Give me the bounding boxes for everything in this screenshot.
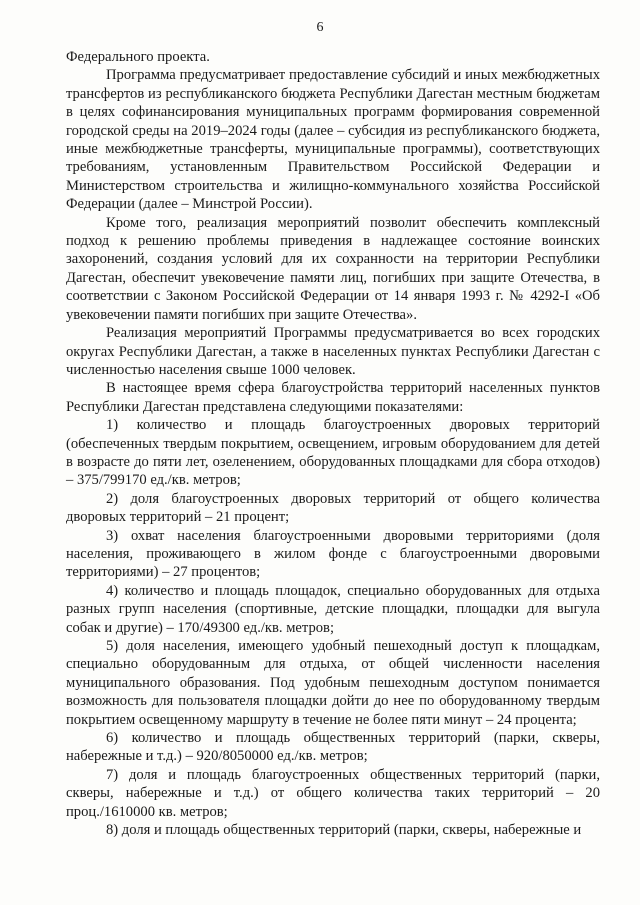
paragraph: Кроме того, реализация мероприятий позволит обеспечить комплексный подход к решению проблемы приведения в надлежащее состояние воинских захоронений, создания условий для их сохранности на территории Республики Дагестан, обеспечит увековечение памяти лиц, погибших при защите Отечества, в соответствии с Законом Российской Федерации от 14 января 1993 г. № 4292-I «Об увековечении памяти погибших при защите Отечества».	[66, 214, 600, 323]
list-item: 6) количество и площадь общественных территорий (парки, скверы, набережные и т.д.) – 920/8050000 ед./кв. метров;	[66, 730, 600, 765]
list-item: 7) доля и площадь благоустроенных общественных территорий (парки, скверы, набережные и т.д.) от общего количества таких территорий – 20 проц./1610000 кв. метров;	[66, 766, 600, 820]
paragraph: В настоящее время сфера благоустройства территорий населенных пунктов Республики Дагестан представлена следующими показателями:	[66, 380, 600, 415]
paragraph: Федерального проекта.	[66, 49, 210, 65]
paragraph: Реализация мероприятий Программы предусматривается во всех городских округах Республики Дагестан, а также в населенных пунктах Республики Дагестан с численностью населения свыше 1000 человек.	[66, 325, 600, 378]
list-item: 2) доля благоустроенных дворовых территорий от общего количества дворовых территорий – 21 процент;	[66, 490, 600, 526]
list-item: 1) количество и площадь благоустроенных дворовых территорий (обеспеченных твердым покрытием, освещением, игровым оборудованием для детей в возрасте до пяти лет, озеленением, оборудованных площадками для сбора отходов) – 375/799170 ед./кв. метров;	[66, 417, 600, 489]
list-item: 5) доля населения, имеющего удобный пешеходный доступ к площадкам, специально оборудованным для отдыха, от общей численности населения муниципального образования. Под удобным пешеходным доступом понимается возможность для пользователя площадки дойти до нее по оборудованному твердым покрытием освещенному маршруту в течение не более пяти минут – 24 процента;	[66, 638, 600, 728]
list-item: 4) количество и площадь площадок, специально оборудованных для отдыха разных групп населения (спортивные, детские площадки, площадки для выгула собак и другие) – 170/49300 ед./кв. метров;	[66, 582, 600, 636]
page-number: 6	[316, 20, 324, 35]
list-item: 3) охват населения благоустроенными дворовыми территориями (доля населения, проживающего в жилом фонде с благоустроенными дворовыми территориями) – 27 процентов;	[66, 527, 600, 581]
document-body	[66, 48, 600, 839]
list-item: 8) доля и площадь общественных территорий (парки, скверы, набережные и	[106, 822, 582, 839]
paragraph: Программа предусматривает предоставление субсидий и иных межбюджетных трансфертов из республиканского бюджета Республики Дагестан местным бюджетам в целях софинансирования муниципальных программ формирования современной городской среды на 2019–2024 годы (далее – субсидия из республиканского бюджета, иные межбюджетные трансферты, муниципальные программы), соответствующих требованиям, установленным Правительством Российской Федерации и Министерством строительства и жилищно-коммунального хозяйства Российской Федерации (далее – Минстрой России).	[66, 67, 600, 213]
